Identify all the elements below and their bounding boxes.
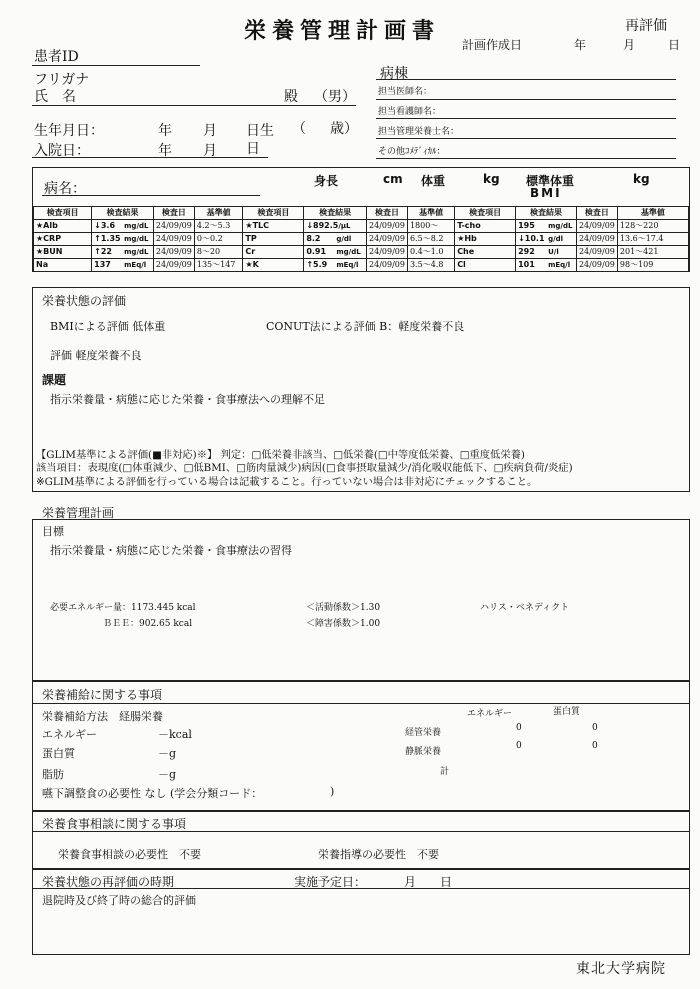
lab-header-result: 検査結果 xyxy=(304,207,367,220)
other-staff-label: その他ｺﾒﾃﾞｨｶﾙ： xyxy=(378,147,446,157)
lab-result-value: 292 xyxy=(518,247,535,256)
admission-month: 月 xyxy=(203,143,217,159)
height-unit: cm xyxy=(383,172,403,186)
supply-method: 栄養補給方法 経腸栄養 xyxy=(42,710,163,723)
supply-fat-value: －g xyxy=(158,768,177,781)
lab-date: 24/09/09 xyxy=(153,233,194,246)
nurse-label: 担当看護師名： xyxy=(378,107,442,117)
glim-criteria: 該当項目：表現度(□体重減少、□低BMI、□筋肉量減少)病因(□食事摂取量減少/消化吸収能低下、□疾病負荷/炎症) xyxy=(36,462,573,474)
lab-reference: 128～220 xyxy=(617,220,688,233)
lab-result-unit: U/l xyxy=(548,248,559,256)
lab-result xyxy=(92,246,154,259)
height-label: 身長 xyxy=(314,174,339,188)
lab-item: TP xyxy=(243,233,304,246)
lab-item: T-cho xyxy=(455,220,516,233)
name-label: 氏 名 xyxy=(34,89,76,105)
lab-header-item: 検査項目 xyxy=(243,207,304,220)
plan-heading: 栄養管理計画 xyxy=(42,506,115,520)
created-year: 年 xyxy=(574,38,587,52)
issue-text: 指示栄養量・病態に応じた栄養・食事療法への理解不足 xyxy=(50,393,325,406)
plan-created-label: 計画作成日 xyxy=(462,38,523,52)
lab-result xyxy=(92,233,154,246)
lab-row xyxy=(34,259,689,272)
lab-result-value: 8.2 xyxy=(306,234,321,243)
dob-month: 月 xyxy=(203,123,217,139)
lab-reference: 135～147 xyxy=(194,259,243,272)
lab-result-value: 137 xyxy=(94,260,111,269)
lab-result xyxy=(516,246,577,259)
lab-result-unit: mg/dL xyxy=(124,235,149,243)
lab-header-ref: 基準値 xyxy=(617,207,688,220)
lab-reference: 6.5～8.2 xyxy=(407,233,454,246)
lab-result-unit: mEq/l xyxy=(548,261,571,269)
lab-result xyxy=(304,259,367,272)
reevaluation-timing: 栄養状態の再評価の時期 xyxy=(42,875,175,889)
lab-reference: 1800～ xyxy=(407,220,454,233)
lab-item: ★K xyxy=(243,259,304,272)
lab-reference: 3.5～4.8 xyxy=(407,259,454,272)
energy-column-header: エネルギー xyxy=(467,709,513,719)
dietitian-label: 担当管理栄養士名： xyxy=(378,127,460,137)
lab-result-value: ↓10.1 xyxy=(518,234,545,243)
lab-item: Cl xyxy=(455,259,516,272)
scheduled-date-label: 実施予定日： xyxy=(294,875,367,889)
created-month: 月 xyxy=(623,38,636,52)
lab-header-result: 検査結果 xyxy=(516,207,577,220)
lab-result xyxy=(304,220,367,233)
lab-date: 24/09/09 xyxy=(576,246,617,259)
lab-result-unit: mg/dL xyxy=(548,222,573,230)
lab-result xyxy=(304,246,367,259)
supply-energy-value: －kcal xyxy=(158,728,192,741)
lab-date: 24/09/09 xyxy=(576,259,617,272)
glim-note: ※GLIM基準による評価を行っている場合は記載すること。行っていない場合は非対応にチェックすること。 xyxy=(36,476,538,488)
lab-row xyxy=(34,233,689,246)
supply-protein-label: 蛋白質 xyxy=(42,747,75,760)
lab-reference: 8～20 xyxy=(194,246,243,259)
lab-result xyxy=(92,259,154,272)
lab-header-date: 検査日 xyxy=(576,207,617,220)
lab-result-value: 195 xyxy=(518,221,535,230)
lab-date: 24/09/09 xyxy=(367,233,408,246)
lab-reference: 0～0.2 xyxy=(194,233,243,246)
lab-result-value: ↓3.6 xyxy=(94,221,116,230)
lab-result-unit: g/dl xyxy=(336,235,352,243)
iv-nutrition-energy: 0 xyxy=(516,741,522,751)
lab-row xyxy=(34,220,689,233)
iv-nutrition-protein: 0 xyxy=(592,741,598,751)
supply-heading: 栄養補給に関する事項 xyxy=(42,688,163,702)
created-day: 日 xyxy=(668,38,681,52)
scheduled-day: 日 xyxy=(440,875,453,889)
lab-date: 24/09/09 xyxy=(153,246,194,259)
lab-date: 24/09/09 xyxy=(576,233,617,246)
admission-day: 日 xyxy=(246,141,260,157)
lab-item: ★TLC xyxy=(243,220,304,233)
page-title: 栄養管理計画書 xyxy=(244,18,441,44)
energy-formula: ハリス・ベネディクト xyxy=(480,603,570,613)
lab-result xyxy=(516,233,577,246)
tube-feeding-protein: 0 xyxy=(592,723,598,733)
lab-header-date: 検査日 xyxy=(367,207,408,220)
doctor-label: 担当医師名： xyxy=(378,87,433,97)
lab-reference: 13.6～17.4 xyxy=(617,233,688,246)
lab-result xyxy=(92,220,154,233)
standard-weight-label: 標準体重 xyxy=(526,174,575,188)
age-close: 歳） xyxy=(330,121,358,137)
lab-header-item: 検査項目 xyxy=(34,207,92,220)
lab-result xyxy=(516,259,577,272)
lab-result-unit: /μL xyxy=(338,222,351,230)
lab-result-value: 101 xyxy=(518,260,535,269)
furigana-label: フリガナ xyxy=(34,72,90,88)
overall-evaluation: 評価 軽度栄養不良 xyxy=(50,349,142,362)
lab-item: ★CRP xyxy=(34,233,92,246)
lab-item: Na xyxy=(34,259,92,272)
scheduled-month: 月 xyxy=(404,875,417,889)
counsel-need: 栄養食事相談の必要性 不要 xyxy=(58,848,201,861)
supply-protein-value: －g xyxy=(158,747,177,760)
lab-header-result: 検査結果 xyxy=(92,207,154,220)
lab-reference: 98～109 xyxy=(617,259,688,272)
lab-date: 24/09/09 xyxy=(367,220,408,233)
required-energy: 必要エネルギー量：1173.445 kcal xyxy=(50,603,196,613)
supply-fat-label: 脂肪 xyxy=(42,768,64,781)
conut-evaluation: CONUT法による評価 B：軽度栄養不良 xyxy=(266,320,465,333)
weight-unit: kg xyxy=(483,172,500,186)
lab-date: 24/09/09 xyxy=(367,259,408,272)
stress-factor: ＜障害係数＞1.00 xyxy=(306,619,381,629)
lab-item: ★Hb xyxy=(455,233,516,246)
guidance-need: 栄養指導の必要性 不要 xyxy=(318,848,439,861)
lab-reference: 4.2～5.3 xyxy=(194,220,243,233)
lab-header-item: 検査項目 xyxy=(455,207,516,220)
dob-label: 生年月日： xyxy=(34,123,104,139)
protein-column-header: 蛋白質 xyxy=(553,707,581,717)
issue-heading: 課題 xyxy=(42,373,67,387)
lab-item: Che xyxy=(455,246,516,259)
lab-date: 24/09/09 xyxy=(153,220,194,233)
lab-result-unit: mg/dL xyxy=(336,248,361,256)
patient-sex: （男） xyxy=(314,89,356,105)
assessment-heading: 栄養状態の評価 xyxy=(42,294,127,308)
lab-row xyxy=(34,246,689,259)
lab-item: ★Alb xyxy=(34,220,92,233)
lab-result-value: 0.91 xyxy=(306,247,327,256)
lab-result-unit: g/dl xyxy=(548,235,564,243)
lab-date: 24/09/09 xyxy=(367,246,408,259)
bmi-evaluation: BMIによる評価 低体重 xyxy=(50,320,166,333)
admission-year: 年 xyxy=(158,143,172,159)
lab-header-ref: 基準値 xyxy=(407,207,454,220)
lab-item: ★BUN xyxy=(34,246,92,259)
iv-nutrition-label: 静脈栄養 xyxy=(405,747,442,757)
weight-label: 体重 xyxy=(421,174,446,188)
lab-result-value: ↓892.5 xyxy=(306,221,339,230)
lab-reference: 201～421 xyxy=(617,246,688,259)
lab-header-ref: 基準値 xyxy=(194,207,243,220)
age-open: （ xyxy=(292,121,306,137)
lab-result-value: ↑22 xyxy=(94,247,112,256)
standard-weight-unit: kg xyxy=(633,172,650,186)
lab-result-value: ↑1.35 xyxy=(94,234,121,243)
lab-header-date: 検査日 xyxy=(153,207,194,220)
bee-value: ＢＥＥ：902.65 kcal xyxy=(103,619,193,629)
goal-label: 目標 xyxy=(42,525,64,538)
supply-energy-label: エネルギー xyxy=(42,728,97,741)
disease-label: 病名： xyxy=(44,181,86,197)
lab-reference: 0.4～1.0 xyxy=(407,246,454,259)
lab-result xyxy=(516,220,577,233)
glim-judgement: 【GLIM基準による評価(■非対応)※】 判定：□低栄養非該当、□低栄養(□中等度低栄養、□重度低栄養) xyxy=(36,449,525,461)
tube-feeding-energy: 0 xyxy=(516,723,522,733)
lab-result-unit: mEq/l xyxy=(124,261,147,269)
hospital-name: 東北大学病院 xyxy=(576,961,666,977)
dysphagia-diet: 嚥下調整食の必要性 なし (学会分類コード： xyxy=(42,787,263,800)
supply-total-label: 計 xyxy=(440,767,450,777)
tube-feeding-label: 経管栄養 xyxy=(405,728,442,738)
counsel-heading: 栄養食事相談に関する事項 xyxy=(42,817,187,831)
lab-results-table xyxy=(33,206,689,272)
lab-result-unit: mEq/l xyxy=(336,261,359,269)
final-evaluation-label: 退院時及び終了時の総合的評価 xyxy=(42,894,196,907)
activity-factor: ＜活動係数＞1.30 xyxy=(306,603,381,613)
lab-result xyxy=(304,233,367,246)
lab-result-unit: mg/dL xyxy=(124,222,149,230)
dob-birth: 日生 xyxy=(246,123,274,139)
lab-result-unit: mg/dL xyxy=(124,248,149,256)
ward-label: 病棟 xyxy=(380,66,408,82)
lab-date: 24/09/09 xyxy=(576,220,617,233)
lab-item: Cr xyxy=(243,246,304,259)
dysphagia-close: ) xyxy=(330,785,335,798)
dob-year: 年 xyxy=(158,123,172,139)
honorific: 殿 xyxy=(284,89,298,105)
goal-text: 指示栄養量・病態に応じた栄養・食事療法の習得 xyxy=(50,544,292,557)
lab-header-row xyxy=(34,207,689,220)
bmi-label: BMI xyxy=(530,186,562,200)
patient-id-label: 患者ID xyxy=(34,49,79,65)
lab-date: 24/09/09 xyxy=(153,259,194,272)
lab-result-value: ↑5.9 xyxy=(306,260,328,269)
reevaluation-label: 再評価 xyxy=(625,18,667,34)
admission-label: 入院日： xyxy=(34,143,90,159)
